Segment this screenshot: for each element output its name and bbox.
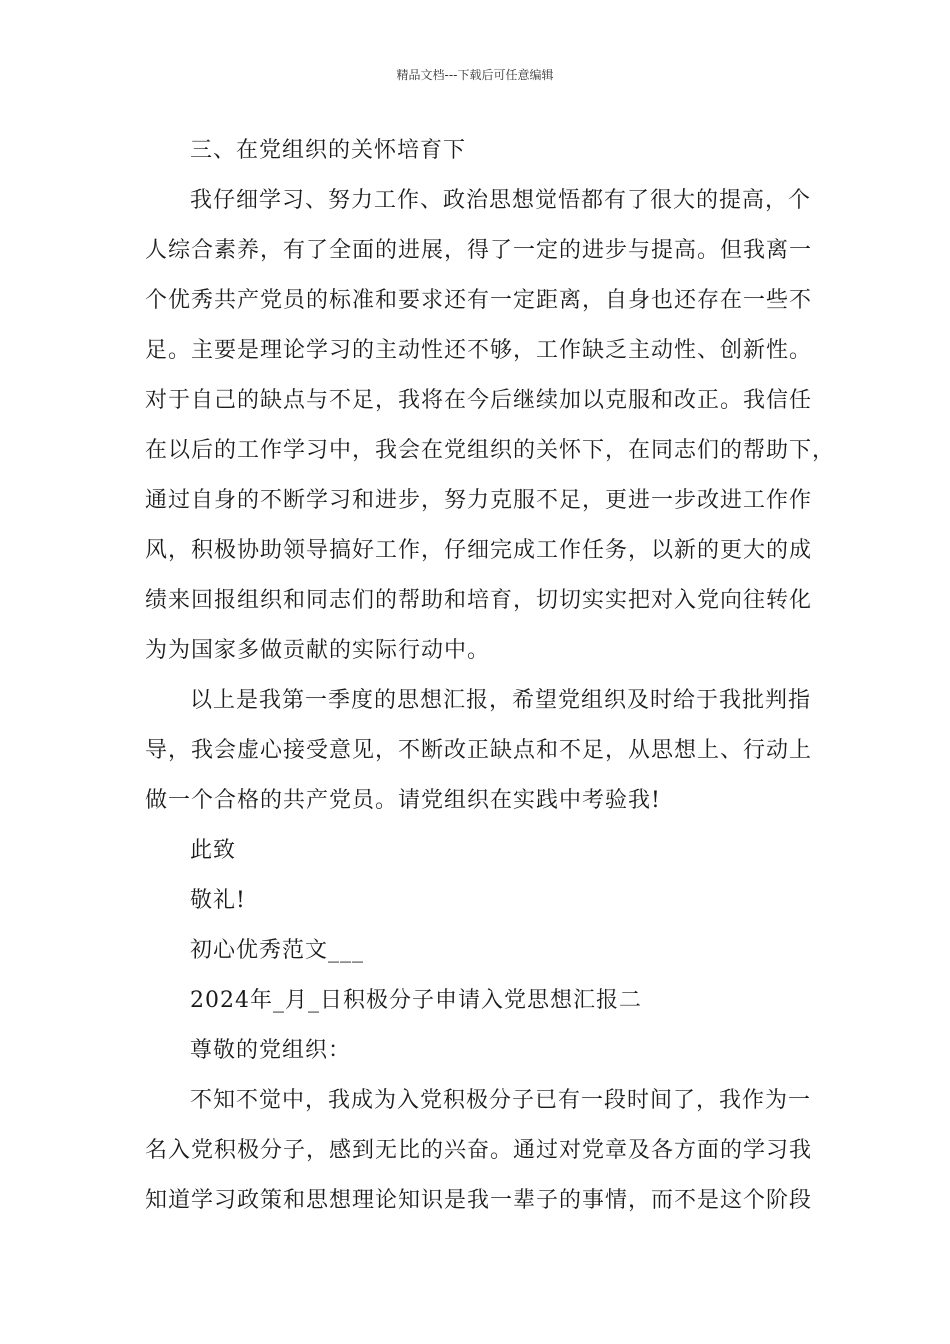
paragraph-line: 绩来回报组织和同志们的帮助和培育，切切实实把对入党向往转化 bbox=[145, 588, 813, 613]
paragraph-line: 知道学习政策和思想理论知识是我一辈子的事情，而不是这个阶段 bbox=[145, 1188, 813, 1213]
paragraph-line: 足。主要是理论学习的主动性还不够，工作缺乏主动性、创新性。 bbox=[145, 338, 813, 363]
paragraph-line: 通过自身的不断学习和进步，努力克服不足，更进一步改进工作作 bbox=[145, 488, 813, 513]
signature-line: 初心优秀范文___ bbox=[190, 938, 365, 963]
paragraph-line: 导，我会虚心接受意见，不断改正缺点和不足，从思想上、行动上 bbox=[145, 738, 813, 763]
paragraph-line: 以上是我第一季度的思想汇报，希望党组织及时给于我批判指 bbox=[190, 688, 812, 713]
paragraph-line: 做一个合格的共产党员。请党组织在实践中考验我! bbox=[145, 788, 661, 813]
paragraph-line: 为为国家多做贡献的实际行动中。 bbox=[145, 638, 491, 663]
document-title: 2024年_月_日积极分子申请入党思想汇报二 bbox=[190, 988, 642, 1013]
paragraph-line: 风，积极协助领导搞好工作，仔细完成工作任务，以新的更大的成 bbox=[145, 538, 813, 563]
paragraph-line: 对于自己的缺点与不足，我将在今后继续加以克服和改正。我信任 bbox=[145, 388, 813, 413]
paragraph-line: 我仔细学习、努力工作、政治思想觉悟都有了很大的提高，个 bbox=[190, 188, 812, 213]
paragraph-line: 不知不觉中，我成为入党积极分子已有一段时间了，我作为一 bbox=[190, 1088, 812, 1113]
paragraph-line: 人综合素养，有了全面的进展，得了一定的进步与提高。但我离一 bbox=[145, 238, 813, 263]
greeting: 尊敬的党组织： bbox=[190, 1038, 352, 1063]
paragraph-line: 个优秀共产党员的标准和要求还有一定距离，自身也还存在一些不 bbox=[145, 288, 813, 313]
section-heading: 三、在党组织的关怀培育下 bbox=[190, 138, 467, 163]
paragraph-line: 在以后的工作学习中，我会在党组织的关怀下，在同志们的帮助下， bbox=[145, 438, 836, 463]
paragraph-line: 名入党积极分子，感到无比的兴奋。通过对党章及各方面的学习我 bbox=[145, 1138, 813, 1163]
closing-salutation: 此致 bbox=[190, 838, 237, 863]
page-header: 精品文档---下载后可任意编辑 bbox=[396, 68, 554, 82]
document-body bbox=[145, 126, 836, 1226]
closing-regards: 敬礼! bbox=[190, 888, 246, 913]
